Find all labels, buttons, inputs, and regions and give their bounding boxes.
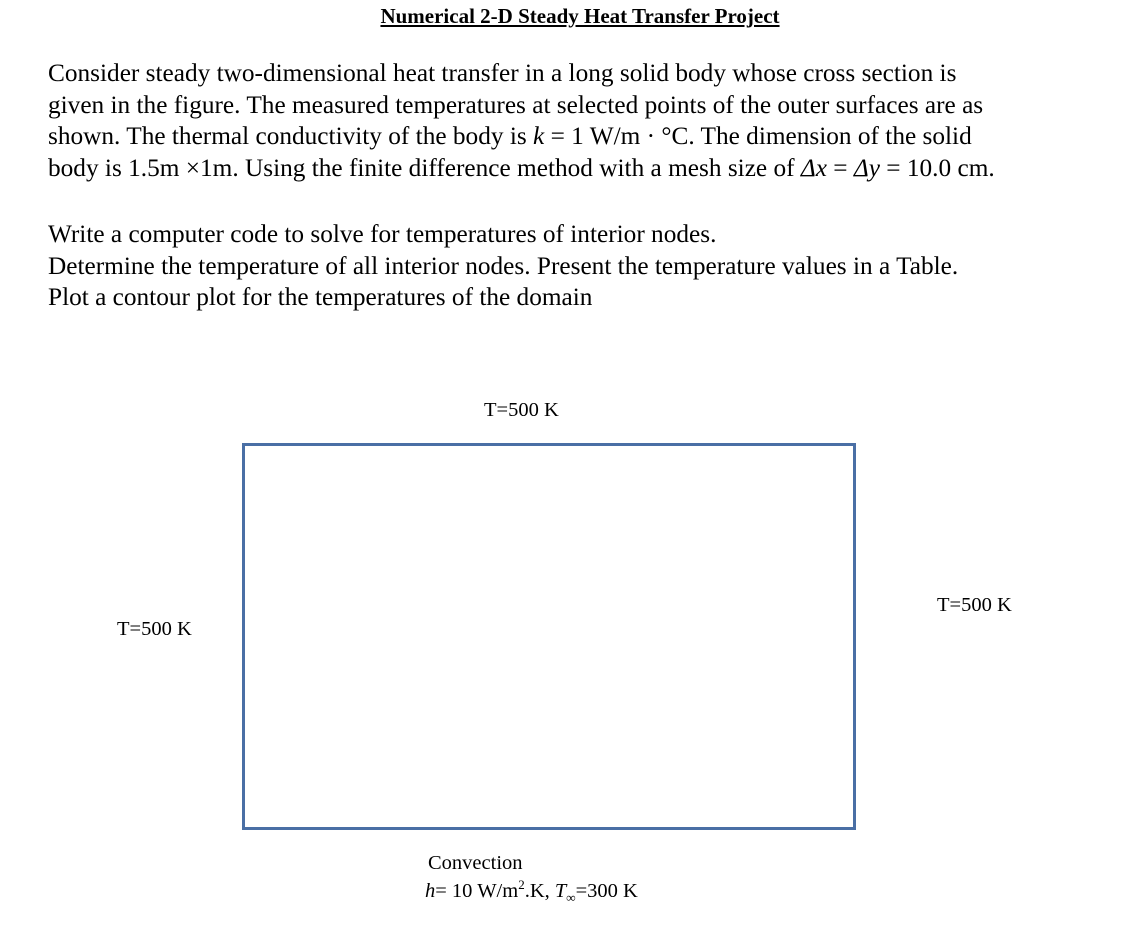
left-boundary-label: T=500 K bbox=[117, 618, 192, 640]
task-line-2: Determine the temperature of all interior nodes. Present the temperature values in a Table. bbox=[48, 251, 959, 280]
h-exponent: 2 bbox=[518, 877, 525, 893]
delta-x-symbol: Δx bbox=[800, 153, 827, 182]
right-boundary-label: T=500 K bbox=[937, 594, 1012, 616]
task-list bbox=[48, 219, 1122, 314]
statement-line-1: Consider steady two-dimensional heat transfer in a long solid body whose cross section is bbox=[48, 59, 957, 87]
conductivity-symbol: k bbox=[533, 122, 545, 150]
bottom-boundary-title: Convection bbox=[428, 852, 523, 874]
statement-line-2: given in the figure. The measured temperatures at selected points of the outer surfaces are as bbox=[48, 90, 984, 119]
h-units-tail: .K, bbox=[524, 880, 550, 902]
statement-line-3 bbox=[48, 121, 1122, 153]
statement-line-4 bbox=[48, 153, 1122, 185]
page-title: Numerical 2-D Steady Heat Transfer Project bbox=[380, 4, 780, 28]
h-symbol: h bbox=[425, 880, 436, 902]
statement-line-3-text: shown. The thermal conductivity of the body is bbox=[48, 122, 527, 150]
solid-body-domain bbox=[242, 443, 856, 830]
statement-line-4-text: body is 1.5m ×1m. Using the finite difference method with a mesh size of bbox=[48, 153, 795, 182]
t-inf-symbol bbox=[554, 880, 576, 906]
task-line-3: Plot a contour plot for the temperatures of the domain bbox=[48, 283, 593, 311]
problem-statement bbox=[48, 58, 1122, 184]
top-boundary-label: T=500 K bbox=[484, 399, 559, 421]
t-inf-value: =300 K bbox=[575, 880, 638, 902]
bottom-boundary-conditions bbox=[425, 879, 638, 910]
infinity-subscript: ∞ bbox=[566, 890, 576, 906]
task-line-1: Write a computer code to solve for temperatures of interior nodes. bbox=[48, 220, 717, 248]
conductivity-value: = 1 W/m · °C. The dimension of the solid bbox=[544, 122, 972, 150]
delta-y-symbol: Δy bbox=[853, 153, 880, 182]
mesh-size-value: = 10.0 cm. bbox=[879, 153, 995, 182]
t-symbol: T bbox=[554, 880, 567, 902]
h-value: = 10 W/m bbox=[435, 880, 519, 902]
equals-sign: = bbox=[826, 153, 854, 182]
